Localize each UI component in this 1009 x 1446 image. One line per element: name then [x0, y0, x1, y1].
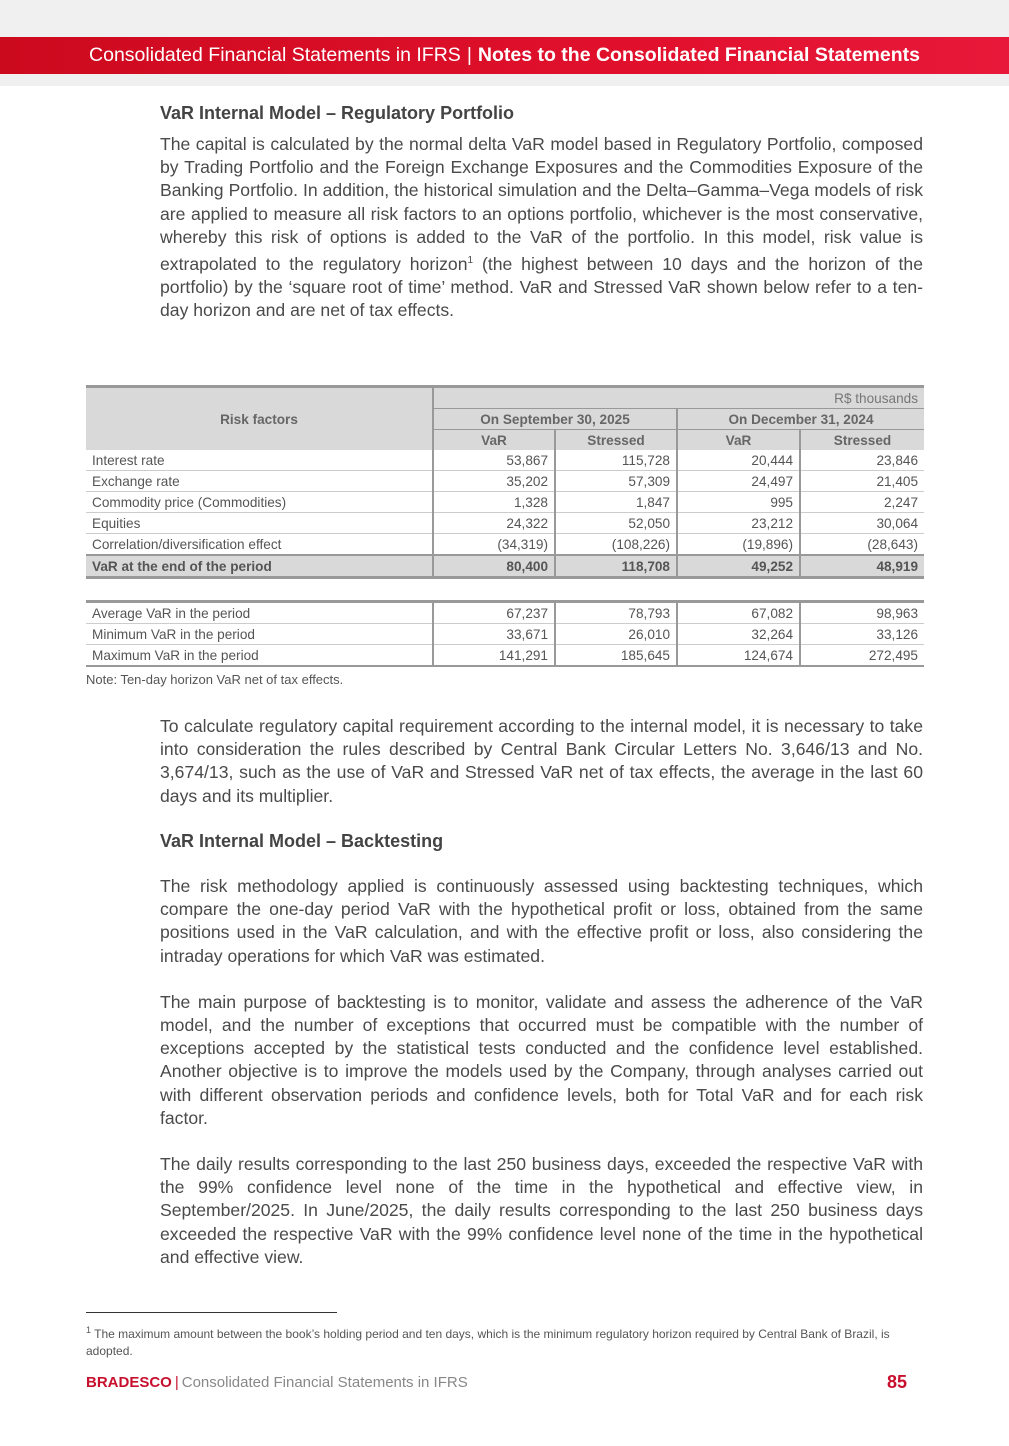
cell-value: 185,645	[555, 645, 677, 667]
cell-value: 67,082	[677, 602, 800, 624]
cell-value: 98,963	[800, 602, 924, 624]
header-banner	[0, 37, 1009, 74]
cell-value: 78,793	[555, 602, 677, 624]
header-separator: |	[466, 44, 472, 66]
cell-value: 33,671	[433, 624, 555, 645]
cell-value: (34,319)	[433, 534, 555, 556]
row-label: Commodity price (Commodities)	[86, 492, 433, 513]
cell-value: 272,495	[800, 645, 924, 667]
paragraph-backtesting-purpose: The main purpose of backtesting is to monitor, validate and assess the adherence of the VaR model, and the number of exceptions that occurred must be compatible with the number of exceptions accepted by the statistical tests conducted and the confidence level established. Another objective is to improve the models used by the Company, through analyses carried out with different observation periods and confidence levels, both for Total VaR and for each risk factor.	[160, 991, 923, 1128]
cell-value: 33,126	[800, 624, 924, 645]
cell-value: (108,226)	[555, 534, 677, 556]
footnote-text: The maximum amount between the book’s holding period and ten days, which is the minimum regulatory horizon required by Central Bank of Brazil, is adopted.	[86, 1327, 890, 1358]
cell-value: 24,497	[677, 471, 800, 492]
cell-value: 30,064	[800, 513, 924, 534]
cell-value: 23,846	[800, 450, 924, 471]
col-var-2024: VaR	[677, 430, 800, 451]
cell-value: 2,247	[800, 492, 924, 513]
table-row	[86, 450, 924, 471]
cell-value: 67,237	[433, 602, 555, 624]
section-title-backtesting: VaR Internal Model – Backtesting	[160, 831, 444, 851]
total-value: 118,708	[555, 555, 677, 578]
total-value: 49,252	[677, 555, 800, 578]
section-capital-requirement	[160, 715, 923, 808]
row-label: Minimum VaR in the period	[86, 624, 433, 645]
cell-value: 52,050	[555, 513, 677, 534]
table-row	[86, 645, 924, 667]
cell-value: 115,728	[555, 450, 677, 471]
section-title-regulatory-portfolio: VaR Internal Model – Regulatory Portfolio	[160, 103, 515, 123]
total-row	[86, 555, 924, 578]
paragraph-backtesting-methodology: The risk methodology applied is continuously assessed using backtesting techniques, which compare the one-day period VaR with the hypothetical profit or loss, obtained from the same positions used in the VaR calculation, and with the effective profit or loss, also considering the intraday operations for which VaR was estimated.	[160, 876, 923, 966]
footer-brand: BRADESCO	[86, 1374, 172, 1391]
cell-value: 26,010	[555, 624, 677, 645]
row-label: Correlation/diversification effect	[86, 534, 433, 556]
col-stressed-2024: Stressed	[800, 430, 924, 451]
col-var-2025: VaR	[433, 430, 555, 451]
cell-value: (19,896)	[677, 534, 800, 556]
cell-value: 995	[677, 492, 800, 513]
row-label: Equities	[86, 513, 433, 534]
table-row	[86, 534, 924, 556]
unit-label: R$ thousands	[433, 387, 924, 409]
page-number: 85	[886, 1372, 907, 1392]
total-value: 80,400	[433, 555, 555, 578]
paragraph-capital-requirement: To calculate regulatory capital requirement according to the internal model, it is necessary to take into consideration the rules described by Central Bank Circular Letters No. 3,646/13 and No. 3,674/13, such as the use of VaR and Stressed VaR net of tax effects, the average in the last 60 days and its multiplier.	[160, 716, 923, 806]
paragraph-capital-part2: (the highest between 10 days and the horizon of the portfolio) by the ‘square root of time’ method. VaR and Stressed VaR shown below refer to a ten-day horizon and are net of tax effects.	[160, 253, 923, 321]
paragraph-capital-part1: The capital is calculated by the normal delta VaR model based in Regulatory Portfolio, composed by Trading Portfolio and the Foreign Exchange Exposures and the Commodities Exposure of the Banking Portfolio. In addition, the historical simulation and the Delta–Gamma–Vega models of risk are applied to measure all risk factors to an options portfolio, whichever is the most conservative, whereby this risk of options is added to the VaR of the portfolio. In this model, risk value is extrapolated to the regulatory horizon	[160, 134, 923, 274]
cell-value: 23,212	[677, 513, 800, 534]
row-label: Maximum VaR in the period	[86, 645, 433, 667]
footnote-reference: 1	[467, 255, 474, 267]
header-left-title: Consolidated Financial Statements in IFRS	[89, 44, 461, 66]
period-dec-2024-header: On December 31, 2024	[677, 409, 924, 430]
section-backtesting	[160, 831, 923, 1269]
page-footer	[86, 1374, 468, 1391]
row-label: Interest rate	[86, 450, 433, 471]
row-label: Average VaR in the period	[86, 602, 433, 624]
section-regulatory-portfolio	[160, 103, 923, 322]
footnote-divider	[86, 1312, 337, 1313]
cell-value: 24,322	[433, 513, 555, 534]
var-table	[86, 385, 924, 579]
row-label: Exchange rate	[86, 471, 433, 492]
cell-value: 32,264	[677, 624, 800, 645]
cell-value: 141,291	[433, 645, 555, 667]
header-right-title: Notes to the Consolidated Financial Statements	[477, 44, 920, 66]
var-stats-table	[86, 600, 924, 667]
table-row	[86, 624, 924, 645]
table-row	[86, 513, 924, 534]
total-value: 48,919	[800, 555, 924, 578]
cell-value: 124,674	[677, 645, 800, 667]
table-note: Note: Ten-day horizon VaR net of tax effects.	[86, 672, 344, 687]
cell-value: 57,309	[555, 471, 677, 492]
table-row	[86, 471, 924, 492]
table-row	[86, 602, 924, 624]
table-row	[86, 492, 924, 513]
cell-value: 20,444	[677, 450, 800, 471]
period-sep-2025-header: On September 30, 2025	[433, 409, 677, 430]
footer-title: Consolidated Financial Statements in IFRS	[181, 1374, 468, 1391]
footnote	[86, 1322, 906, 1360]
cell-value: 53,867	[433, 450, 555, 471]
cell-value: (28,643)	[800, 534, 924, 556]
footnote-number: 1	[86, 1325, 92, 1335]
cell-value: 21,405	[800, 471, 924, 492]
paragraph-backtesting-results: The daily results corresponding to the last 250 business days, exceeded the respective VaR with the 99% confidence level none of the time in the hypothetical and effective view, in September/2025. In June/2025, the daily results corresponding to the last 250 business days exceeded the respective VaR with the 99% confidence level none of the time in the hypothetical and effective view.	[160, 1154, 923, 1267]
col-stressed-2025: Stressed	[555, 430, 677, 451]
total-label: VaR at the end of the period	[92, 558, 272, 574]
cell-value: 1,328	[433, 492, 555, 513]
risk-factors-header: Risk factors	[86, 387, 433, 451]
footer-separator: |	[174, 1374, 179, 1391]
cell-value: 1,847	[555, 492, 677, 513]
cell-value: 35,202	[433, 471, 555, 492]
paragraph-capital-calculation	[160, 133, 923, 322]
